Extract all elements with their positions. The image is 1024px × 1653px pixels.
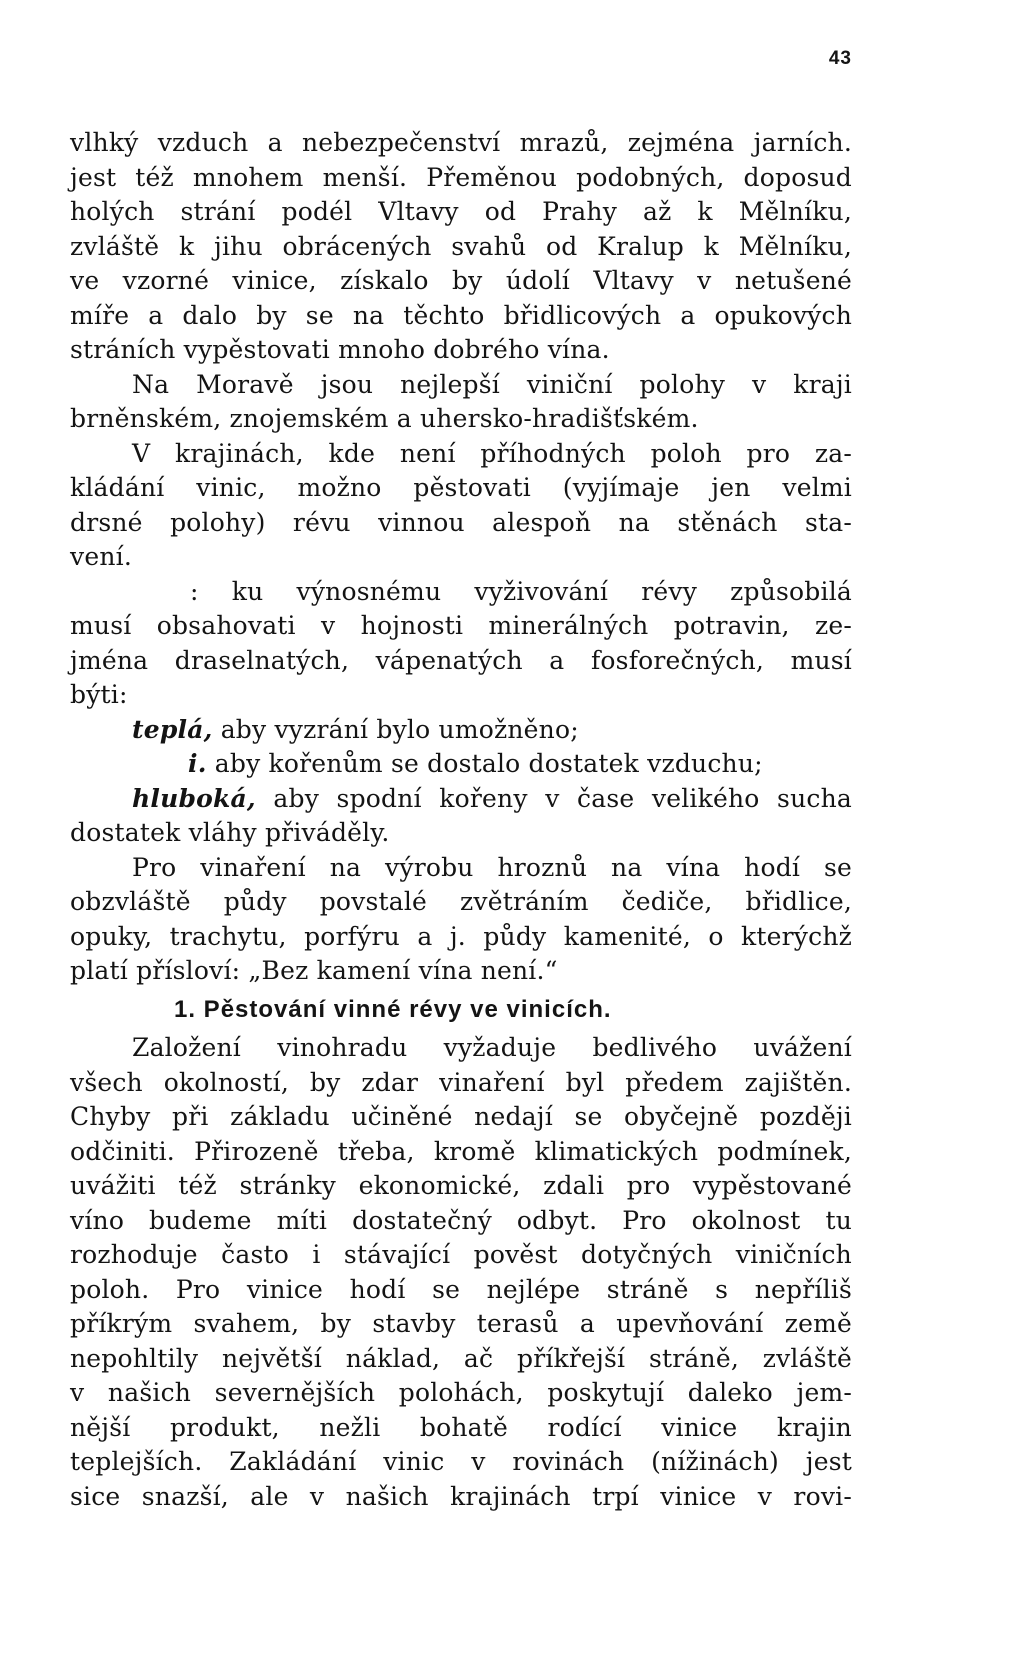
list-text: aby spodní kořeny v čase velikého sucha xyxy=(273,783,852,813)
text-line: : ku výnosnému vyživování révy způsobilá xyxy=(190,576,852,606)
text-line: obzvláště půdy povstalé zvětráním čediče, břidlice, xyxy=(70,887,852,916)
text-line: víno budeme míti dostatečný odbyt. Pro okolnost tu xyxy=(70,1205,852,1235)
list-text: aby kořenům se dostalo dostatek vzduchu; xyxy=(214,749,763,778)
list-item xyxy=(70,782,852,817)
text-line: musí obsahovati v hojnosti minerálných potravin, ze- xyxy=(70,611,852,640)
list-term: i. xyxy=(188,749,207,778)
text-line: nepohltily největší náklad, ač příkřejší stráně, zvláště xyxy=(70,1343,852,1373)
text-line: jména draselnatých, vápenatých a fosforečných, musí xyxy=(70,645,852,675)
text-line: V krajinách, kde není příhodných poloh pro za- xyxy=(132,438,852,468)
text-line: zvláště k jihu obrácených svahů od Kralup k Mělníku, xyxy=(70,231,852,261)
text-line: býti: xyxy=(70,680,128,709)
text-line: holých strání podél Vltavy od Prahy až k Mělníku, xyxy=(70,197,852,226)
text-line: brněnském, znojemském a uhersko-hradišťském. xyxy=(70,404,699,433)
text-line: teplejších. Zakládání vinic v rovinách (nížinách) jest xyxy=(70,1447,852,1476)
text-line: Založení vinohradu vyžaduje bedlivého uvážení xyxy=(132,1033,852,1062)
body-text xyxy=(70,126,852,1514)
text-line: nější produkt, nežli bohatě rodící vinice krajin xyxy=(70,1412,852,1442)
list-item xyxy=(70,747,852,782)
list-text: aby vyzrání bylo umožněno; xyxy=(220,714,579,744)
text-line: Pro vinaření na výrobu hroznů na vína hodí se xyxy=(132,852,852,882)
list-term: hluboká, xyxy=(132,783,256,813)
text-line: ve vzorné vinice, získalo by údolí Vltavy v netušené xyxy=(70,266,852,295)
text-line: vení. xyxy=(70,542,132,571)
text-line: poloh. Pro vinice hodí se nejlépe stráně s nepříliš xyxy=(70,1274,852,1304)
text-line: sice snazší, ale v našich krajinách trpí vinice v rovi- xyxy=(70,1481,852,1511)
text-line: dostatek vláhy přiváděly. xyxy=(70,818,390,847)
text-line: v našich severnějších polohách, poskytují daleko jem- xyxy=(70,1378,852,1407)
text-line: míře a dalo by se na těchto břidlicových a opukových xyxy=(70,300,852,330)
text-line: vlhký vzduch a nebezpečenství mrazů, zejména jarních. xyxy=(70,128,852,157)
text-line: jest též mnohem menší. Přeměnou podobných, doposud xyxy=(70,162,852,192)
list-item xyxy=(70,713,852,748)
list-term: teplá, xyxy=(132,714,213,744)
text-line: kládání vinic, možno pěstovati (vyjímaje jen velmi xyxy=(70,473,852,502)
text-line: všech okolností, by zdar vinaření byl předem zajištěn. xyxy=(70,1067,852,1097)
text-line: Na Moravě jsou nejlepší viniční polohy v kraji xyxy=(132,369,852,399)
text-line: opuky, trachytu, porfýru a j. půdy kamenité, o kterýchž xyxy=(70,921,852,951)
text-line: Chyby při základu učiněné nedají se obyčejně později xyxy=(70,1102,852,1131)
text-line: drsné polohy) révu vinnou alespoň na stěnách sta- xyxy=(70,507,852,537)
text-line: platí přísloví: „Bez kamení vína není.“ xyxy=(70,956,558,985)
text-line: uvážiti též stránky ekonomické, zdali pro vypěstované xyxy=(70,1171,852,1200)
text-line: rozhoduje často i stávající pověst dotyčných viničních xyxy=(70,1240,852,1269)
section-heading: 1. Pěstování vinné révy ve vinicích. xyxy=(174,995,612,1023)
text-line: příkrým svahem, by stavby terasů a upevňování země xyxy=(70,1309,852,1338)
page-number: 43 xyxy=(828,48,852,69)
text-line: odčiniti. Přirozeně třeba, kromě klimatických podmínek, xyxy=(70,1136,852,1166)
text-line: stráních vypěstovati mnoho dobrého vína. xyxy=(70,335,610,364)
